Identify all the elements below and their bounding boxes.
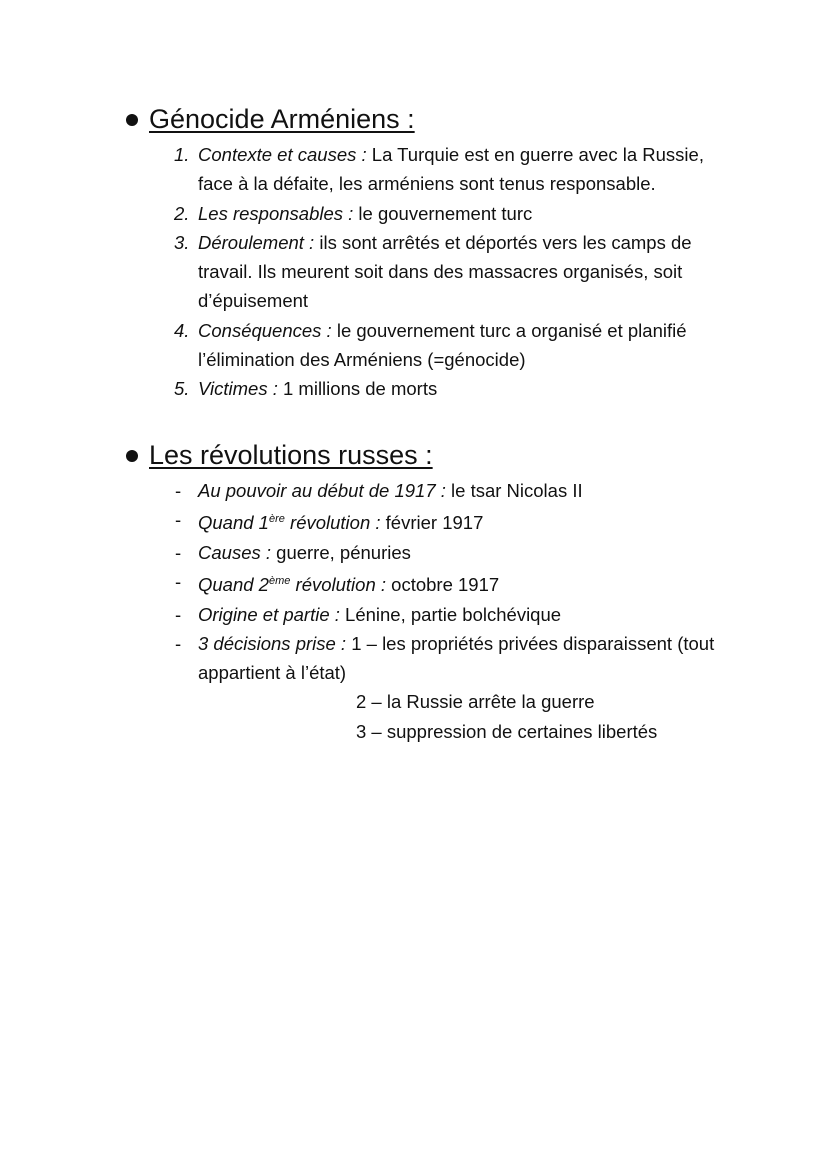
label-superscript: ère xyxy=(268,513,285,526)
item-label: Au pouvoir au début de 1917 : xyxy=(198,480,446,501)
section-heading xyxy=(122,436,762,474)
list-item xyxy=(174,629,734,746)
bullet-icon xyxy=(126,114,138,126)
item-text: le gouvernement turc xyxy=(353,202,533,224)
section-heading xyxy=(122,100,762,138)
dash-marker: - xyxy=(175,603,182,625)
section-russian-revolutions xyxy=(122,436,762,746)
item-text: ils sont arrêtés et déportés vers les camps de travail. Ils meurent soit dans des massacres organisés, soit d’épuisement xyxy=(198,231,692,312)
item-text: Lénine, partie bolchévique xyxy=(339,603,562,625)
list-item xyxy=(174,374,734,403)
label-part: Quand 2 xyxy=(198,574,269,596)
heading-genocide: Génocide Arméniens : xyxy=(149,104,415,134)
item-label: Victimes : xyxy=(198,378,278,400)
label-part: révolution : xyxy=(284,512,381,534)
decision-line-2: 2 – la Russie arrête la guerre xyxy=(356,691,595,713)
list-item xyxy=(174,600,734,629)
list-item xyxy=(174,199,734,228)
item-label xyxy=(198,574,386,595)
item-label xyxy=(198,512,381,533)
item-text: 1 – les propriétés privées disparaissent (tout appartient à l’état) xyxy=(198,632,715,684)
item-text: octobre 1917 xyxy=(386,574,500,596)
item-number: 4. xyxy=(174,319,190,341)
item-text: février 1917 xyxy=(380,512,484,534)
item-label: Conséquences : xyxy=(198,319,332,341)
item-number: 2. xyxy=(174,202,190,224)
item-text: 1 millions de morts xyxy=(277,378,438,400)
decision-line-3: 3 – suppression de certaines libertés xyxy=(356,720,658,742)
list-item xyxy=(174,140,734,199)
label-part: révolution : xyxy=(290,574,387,596)
item-label: Contexte et causes : xyxy=(198,144,367,165)
item-number: 5. xyxy=(174,378,190,400)
label-part: Quand 1 xyxy=(198,512,269,534)
list-item xyxy=(174,538,734,567)
label-superscript: ème xyxy=(268,575,291,588)
list-item xyxy=(174,316,734,375)
item-number: 1. xyxy=(174,144,190,165)
dash-marker: - xyxy=(175,632,182,654)
dash-marker: - xyxy=(175,509,182,531)
item-label: Causes : xyxy=(198,541,272,563)
item-label: 3 décisions prise : xyxy=(198,632,347,654)
dash-marker: - xyxy=(175,571,182,593)
dash-marker: - xyxy=(175,541,182,563)
list-item xyxy=(174,476,734,505)
list-item xyxy=(174,567,734,599)
dash-marker: - xyxy=(175,480,182,501)
item-label: Origine et partie : xyxy=(198,603,340,625)
heading-revolutions: Les révolutions russes : xyxy=(149,440,433,470)
revolutions-list xyxy=(174,476,734,746)
list-item xyxy=(174,505,734,537)
item-text: le gouvernement turc a organisé et planifié l’élimination des Arméniens (=génocide) xyxy=(198,319,687,371)
item-text: La Turquie est en guerre avec la Russie, face à la défaite, les arméniens sont tenus responsable. xyxy=(198,144,704,195)
section-armenian-genocide xyxy=(122,100,762,404)
bullet-icon xyxy=(126,450,138,462)
list-item xyxy=(174,228,734,316)
item-label: Déroulement : xyxy=(198,231,315,253)
item-number: 3. xyxy=(174,231,190,253)
item-label: Les responsables : xyxy=(198,202,354,224)
genocide-list xyxy=(174,140,734,404)
item-text: le tsar Nicolas II xyxy=(445,480,583,501)
item-text: guerre, pénuries xyxy=(271,541,411,563)
